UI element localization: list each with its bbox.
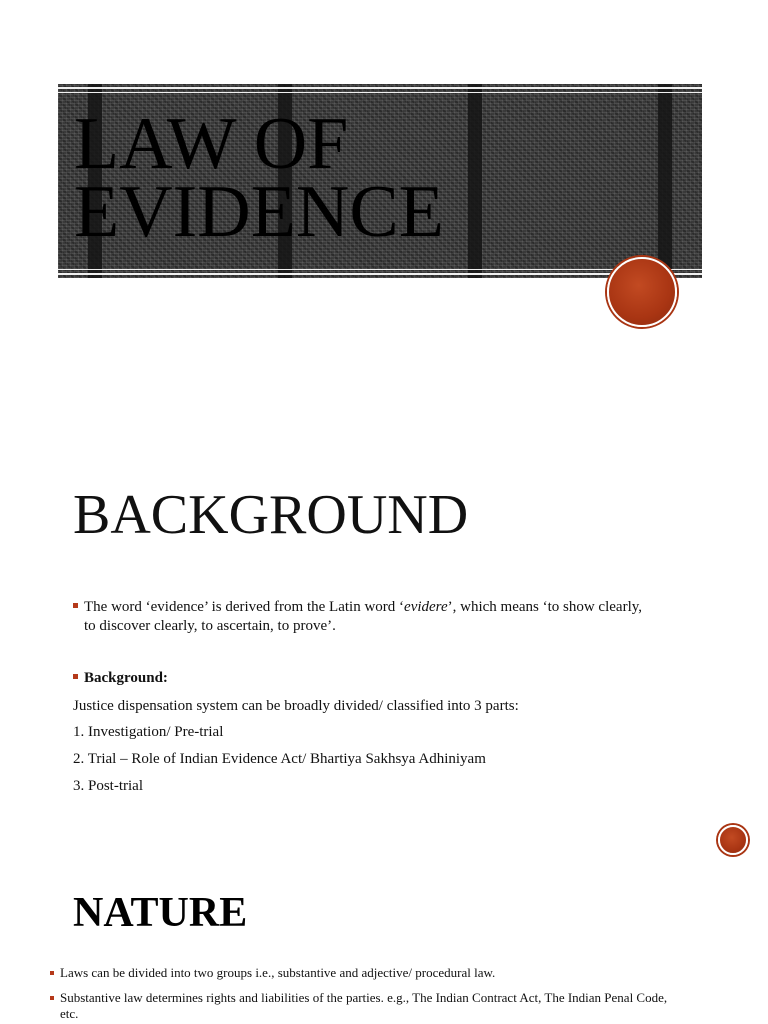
- background-heading: BACKGROUND: [73, 484, 469, 546]
- bullet-square-icon: [50, 996, 54, 1000]
- slide-title: [74, 103, 444, 253]
- etymology-text-line2: to discover clearly, to ascertain, to prove’.: [84, 618, 336, 634]
- banner-bottom-rule-thin: [58, 269, 702, 270]
- list-item: 1. Investigation/ Pre-trial: [73, 724, 224, 740]
- bullet-square-icon: [73, 603, 78, 608]
- substantive-law-text-line2: etc.: [60, 1006, 79, 1021]
- bullet-law-groups: [50, 965, 750, 981]
- substantive-law-text-line1: Substantive law determines rights and liabilities of the parties. e.g., The Indian Contract Act, The Indian Penal Code,: [60, 990, 668, 1005]
- banner-top-rule-thin: [58, 92, 702, 93]
- bullet-substantive-law: [50, 990, 750, 1022]
- etymology-latin-word: evidere: [404, 599, 448, 615]
- background-label-text: Background:: [84, 670, 168, 686]
- banner-top-rule: [58, 87, 702, 89]
- accent-circle-small: [718, 825, 748, 855]
- banner-bottom-rule: [58, 273, 702, 275]
- bullet-square-icon: [73, 674, 78, 679]
- etymology-text-part2: ’, which means ‘to show clearly,: [447, 599, 643, 615]
- accent-circle-large: [607, 257, 677, 327]
- law-groups-text: Laws can be divided into two groups i.e., substantive and adjective/ procedural law.: [60, 965, 496, 980]
- justice-intro-line: Justice dispensation system can be broadly divided/ classified into 3 parts:: [73, 698, 519, 714]
- etymology-text-part1: The word ‘evidence’ is derived from the Latin word ‘: [84, 599, 405, 615]
- title-line-1: LAW OF: [74, 103, 349, 185]
- title-banner: [58, 84, 702, 278]
- bullet-square-icon: [50, 971, 54, 975]
- list-item: 3. Post-trial: [73, 778, 143, 794]
- title-line-2: EVIDENCE: [74, 171, 444, 253]
- nature-heading: NATURE: [73, 890, 248, 936]
- bullet-etymology: [73, 598, 713, 636]
- bullet-background-label: [73, 669, 168, 688]
- list-item: 2. Trial – Role of Indian Evidence Act/ Bhartiya Sakhsya Adhiniyam: [73, 751, 486, 767]
